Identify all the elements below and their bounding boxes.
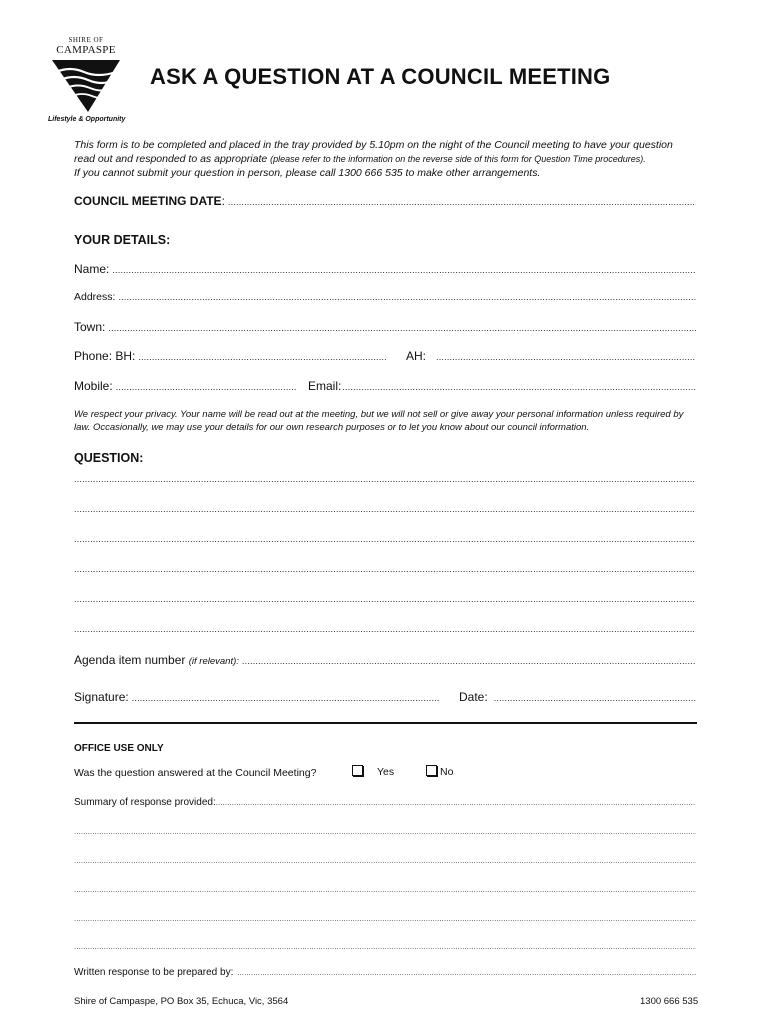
intro-line-2-main: read out and responded to as appropriate bbox=[74, 153, 268, 165]
no-label: No bbox=[440, 766, 454, 778]
office-use-heading: OFFICE USE ONLY bbox=[74, 743, 164, 754]
logo-shire-of: SHIRE OF bbox=[68, 36, 104, 44]
date-field[interactable] bbox=[459, 690, 696, 704]
question-line-5[interactable] bbox=[74, 594, 696, 604]
name-field[interactable] bbox=[74, 262, 696, 276]
town-label: Town: bbox=[74, 320, 106, 334]
date-label: Date: bbox=[459, 690, 488, 704]
address-label: Address: bbox=[74, 291, 116, 303]
date-line[interactable] bbox=[494, 693, 696, 703]
question-dots-2[interactable] bbox=[74, 504, 696, 514]
meeting-date-label: COUNCIL MEETING DATE bbox=[74, 194, 222, 208]
phone-bh-label: Phone: BH: bbox=[74, 349, 136, 363]
summary-dots-6[interactable] bbox=[74, 942, 696, 951]
question-line-1[interactable] bbox=[74, 474, 696, 484]
town-field[interactable] bbox=[74, 320, 696, 334]
meeting-date-field[interactable] bbox=[74, 194, 696, 208]
summary-field[interactable] bbox=[74, 797, 696, 808]
question-heading: QUESTION: bbox=[74, 451, 144, 465]
agenda-item-line[interactable] bbox=[242, 656, 696, 666]
phone-bh-field[interactable] bbox=[74, 349, 386, 363]
question-line-6[interactable] bbox=[74, 624, 696, 634]
summary-line[interactable] bbox=[216, 798, 696, 807]
footer-phone: 1300 666 535 bbox=[640, 996, 699, 1007]
question-line-4[interactable] bbox=[74, 564, 696, 574]
signature-field[interactable] bbox=[74, 690, 440, 704]
yes-checkbox[interactable] bbox=[352, 765, 363, 776]
signature-label: Signature: bbox=[74, 690, 129, 704]
mobile-line[interactable] bbox=[116, 382, 296, 392]
privacy-note: We respect your privacy. Your name will be read out at the meeting, but we will not sell or give away your personal information unless required by law. Occasionally, we may use your details for our own research purposes or to let you know about our council information. bbox=[74, 409, 684, 433]
no-option[interactable] bbox=[426, 765, 453, 778]
summary-dots-3[interactable] bbox=[74, 856, 696, 865]
yes-option[interactable] bbox=[352, 765, 394, 778]
phone-ah-line[interactable] bbox=[436, 352, 696, 362]
question-dots-5[interactable] bbox=[74, 594, 696, 604]
intro-line-3: If you cannot submit your question in person, please call 1300 666 535 to make other arrangements. bbox=[74, 167, 541, 179]
meeting-date-line[interactable] bbox=[228, 197, 696, 207]
agenda-item-field[interactable] bbox=[74, 653, 696, 667]
intro-line-2 bbox=[74, 152, 714, 166]
logo-triangle-icon bbox=[50, 58, 122, 114]
summary-line-2[interactable] bbox=[74, 827, 696, 836]
page-title: ASK A QUESTION AT A COUNCIL MEETING bbox=[150, 64, 611, 89]
mobile-label: Mobile: bbox=[74, 379, 113, 393]
phone-ah-label: AH: bbox=[406, 349, 427, 363]
yes-label: Yes bbox=[377, 766, 395, 778]
logo-tagline: Lifestyle & Opportunity bbox=[48, 116, 126, 123]
summary-line-6[interactable] bbox=[74, 942, 696, 951]
summary-line-4[interactable] bbox=[74, 885, 696, 894]
intro-text bbox=[74, 138, 714, 180]
summary-label: Summary of response provided: bbox=[74, 797, 216, 808]
name-line[interactable] bbox=[112, 265, 696, 275]
your-details-heading: YOUR DETAILS: bbox=[74, 233, 171, 247]
written-response-label: Written response to be prepared by: bbox=[74, 967, 234, 978]
email-label: Email: bbox=[308, 379, 342, 393]
intro-line-1: This form is to be completed and placed in the tray provided by 5.10pm on the night of the Council meeting to have your question bbox=[74, 139, 673, 151]
summary-line-5[interactable] bbox=[74, 914, 696, 923]
town-line[interactable] bbox=[108, 323, 696, 333]
question-line-2[interactable] bbox=[74, 504, 696, 514]
phone-ah-field[interactable] bbox=[406, 349, 696, 363]
signature-line[interactable] bbox=[132, 693, 440, 703]
summary-dots-4[interactable] bbox=[74, 885, 696, 894]
question-dots-4[interactable] bbox=[74, 564, 696, 574]
address-field[interactable] bbox=[74, 291, 696, 303]
address-line[interactable] bbox=[118, 292, 696, 302]
phone-bh-line[interactable] bbox=[138, 352, 386, 362]
mobile-field[interactable] bbox=[74, 379, 296, 393]
summary-line-3[interactable] bbox=[74, 856, 696, 865]
question-dots-1[interactable] bbox=[74, 474, 696, 484]
logo-name: CAMPASPE bbox=[56, 44, 116, 56]
email-line[interactable] bbox=[342, 382, 696, 392]
no-checkbox[interactable] bbox=[426, 765, 437, 776]
agenda-item-label: Agenda item number bbox=[74, 653, 186, 667]
written-response-field[interactable] bbox=[74, 967, 696, 978]
answered-question: Was the question answered at the Council Meeting? bbox=[74, 767, 317, 779]
question-line-3[interactable] bbox=[74, 534, 696, 544]
written-response-line[interactable] bbox=[237, 968, 696, 977]
name-label: Name: bbox=[74, 262, 110, 276]
question-dots-3[interactable] bbox=[74, 534, 696, 544]
agenda-item-note: (if relevant): bbox=[188, 656, 239, 667]
intro-line-2-note: (please refer to the information on the reverse side of this form for Question Time procedures). bbox=[270, 154, 646, 164]
shire-logo bbox=[48, 36, 124, 128]
office-divider bbox=[74, 722, 697, 724]
footer-address: Shire of Campaspe, PO Box 35, Echuca, Vic, 3564 bbox=[74, 996, 289, 1007]
question-dots-6[interactable] bbox=[74, 624, 696, 634]
meeting-date-colon: : bbox=[221, 194, 225, 208]
email-field[interactable] bbox=[308, 379, 696, 393]
summary-dots-5[interactable] bbox=[74, 914, 696, 923]
summary-dots-2[interactable] bbox=[74, 827, 696, 836]
